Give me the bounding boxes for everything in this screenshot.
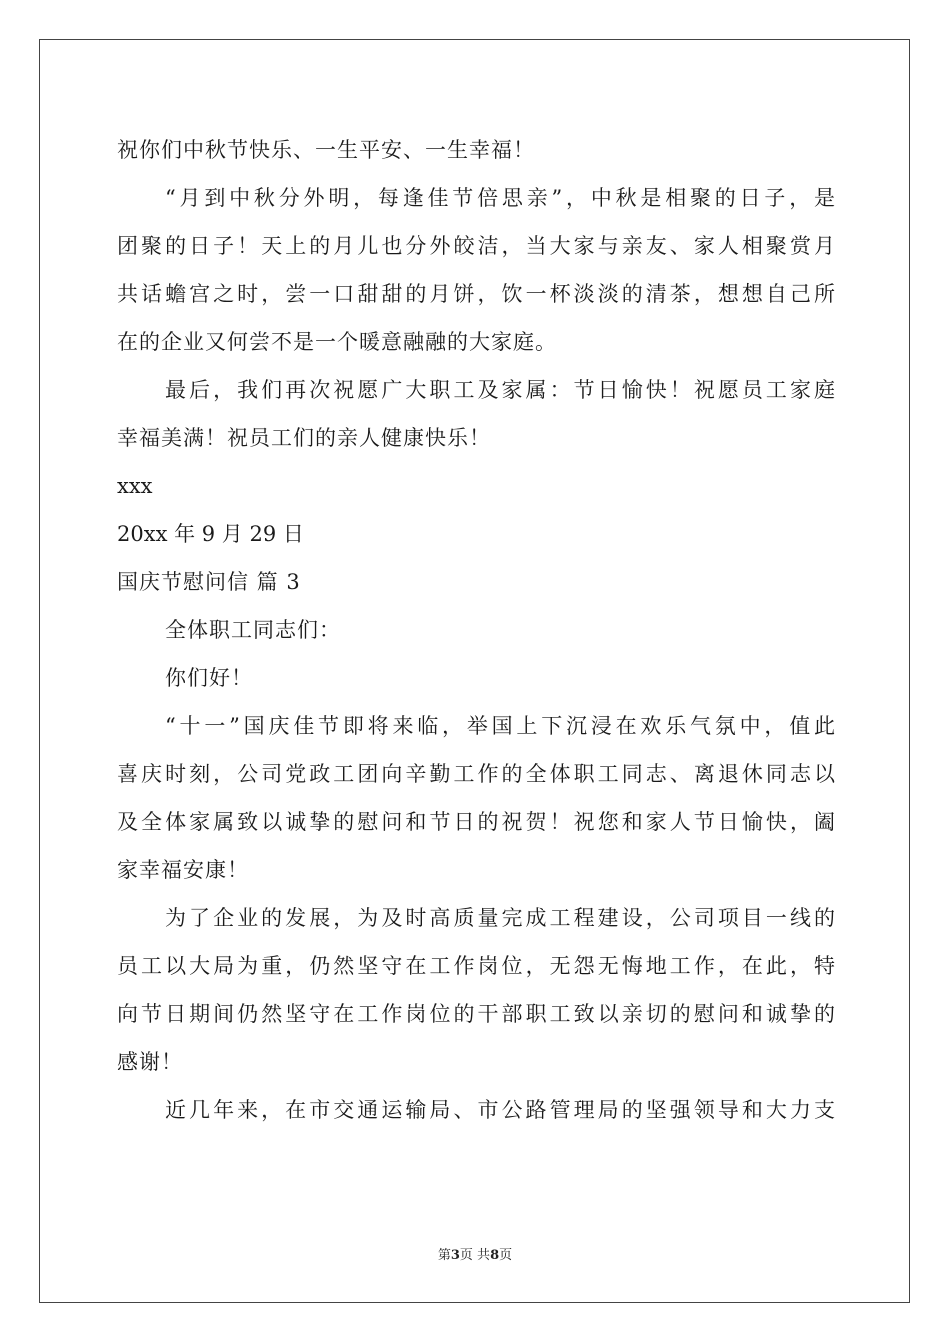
text-line: 喜庆时刻，公司党政工团向辛勤工作的全体职工同志、离退休同志以 bbox=[117, 762, 835, 786]
text-line: 在的企业又何尝不是一个暖意融融的大家庭。 bbox=[117, 330, 557, 354]
text-line: 团聚的日子！天上的月儿也分外皎洁，当大家与亲友、家人相聚赏月 bbox=[117, 234, 835, 258]
greeting: 你们好！ bbox=[165, 666, 253, 690]
page-footer bbox=[0, 1244, 950, 1263]
text-line: 为了企业的发展，为及时高质量完成工程建设，公司项目一线的 bbox=[165, 906, 835, 930]
section-title: 国庆节慰问信 篇 3 bbox=[117, 570, 301, 594]
page-total: 8 bbox=[490, 1248, 500, 1263]
page-suffix: 页 bbox=[499, 1248, 513, 1263]
page-mid: 页 共 bbox=[459, 1248, 491, 1263]
text-line: “十一”国庆佳节即将来临，举国上下沉浸在欢乐气氛中，值此 bbox=[165, 714, 835, 738]
signature-name: xxx bbox=[117, 474, 153, 498]
text-line: 祝你们中秋节快乐、一生平安、一生幸福！ bbox=[117, 138, 535, 162]
text-line: 幸福美满！祝员工们的亲人健康快乐！ bbox=[117, 426, 491, 450]
text-line: 共话蟾宫之时，尝一口甜甜的月饼，饮一杯淡淡的清茶，想想自己所 bbox=[117, 282, 835, 306]
document-body bbox=[117, 126, 835, 1134]
text-line: 及全体家属致以诚挚的慰问和节日的祝贺！祝您和家人节日愉快，阖 bbox=[117, 810, 835, 834]
text-line: 感谢！ bbox=[117, 1050, 183, 1074]
text-line: 向节日期间仍然坚守在工作岗位的干部职工致以亲切的慰问和诚挚的 bbox=[117, 1002, 835, 1026]
page-current: 3 bbox=[450, 1248, 460, 1263]
page-prefix: 第 bbox=[437, 1248, 451, 1263]
salutation: 全体职工同志们： bbox=[165, 618, 341, 642]
text-line: 最后，我们再次祝愿广大职工及家属：节日愉快！祝愿员工家庭 bbox=[165, 378, 835, 402]
text-line: “月到中秋分外明，每逢佳节倍思亲”，中秋是相聚的日子，是 bbox=[165, 186, 835, 210]
signature-date: 20xx 年 9 月 29 日 bbox=[117, 522, 304, 546]
text-line: 员工以大局为重，仍然坚守在工作岗位，无怨无悔地工作，在此，特 bbox=[117, 954, 835, 978]
text-line: 家幸福安康！ bbox=[117, 858, 249, 882]
text-line: 近几年来，在市交通运输局、市公路管理局的坚强领导和大力支 bbox=[165, 1098, 835, 1122]
